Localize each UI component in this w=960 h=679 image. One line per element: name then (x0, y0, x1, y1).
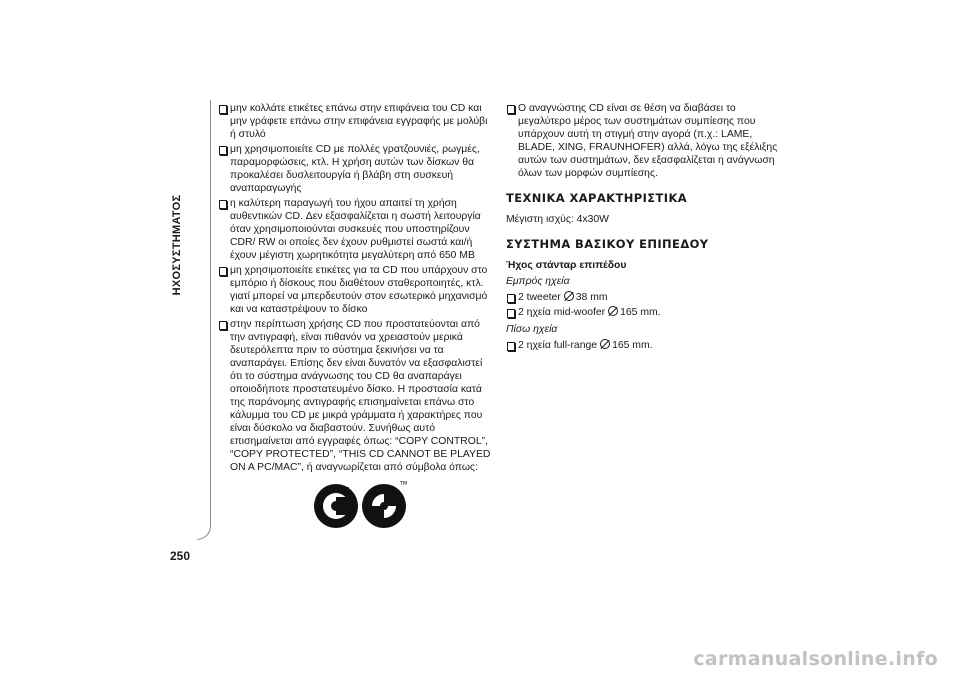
page-number: 250 (170, 549, 191, 563)
speaker-size: 165 mm. (620, 307, 661, 318)
trademark-mark: TM (400, 481, 408, 487)
margin-rule (197, 100, 211, 540)
diameter-icon (600, 339, 610, 349)
speaker-count: 2 tweeter (518, 292, 561, 303)
list-item: η καλύτερη παραγωγή του ήχου απαιτεί τη χρήση αυθεντικών CD. Δεν εξασφαλίζεται η σωστή λειτουργία όταν χρησιμοποιούνται συσκευές που υποστηρίζουν CDR/ RW οι οποίες δεν έχουν ρυθμιστεί σωστά και/ή έχουν μέγιστη χωρητικότητα μεγαλύτερη από 650 MB (218, 197, 494, 262)
copy-protection-logos (312, 480, 412, 530)
speaker-size: 38 mm (575, 292, 608, 303)
speaker-size: 165 mm. (612, 340, 653, 351)
list-item (506, 339, 788, 352)
copy-protection-icon (312, 480, 412, 530)
diameter-icon (608, 306, 618, 316)
list-item: μην κολλάτε ετικέτες επάνω στην επιφάνεια του CD και μην γράφετε επάνω στην επιφάνεια εγγραφής με μολύβι ή στυλό (218, 102, 494, 141)
list-item: μη χρησιμοποιείτε CD με πολλές γρατζουνιές, ρωγμές, παραμορφώσεις, κτλ. Η χρήση αυτών των δίσκων θα προκαλέσει δυσλειτουργία ή βλάβη στη συσκευή αναπαραγωγής (218, 143, 494, 195)
diameter-icon (564, 291, 574, 301)
list-item: στην περίπτωση χρήσης CD που προστατεύονται από την αντιγραφή, είναι πιθανόν να χρειαστούν μερικά δευτερόλεπτα πριν το σύστημα ξεκινήσει να τα αναπαράγει. Επίσης δεν είναι δυνατόν να εξασφαλιστεί ότι το σύστημα ανάγνωσης του CD θα αναπαράγει οποιοδήποτε προστατευμένο δίσκο. Η προστασία κατά της παράνομης αντιγραφής επισημαίνεται επάνω στο κάλυμμα του CD με μικρά γράμματα ή χαρακτήρες που είναι δύσκολο να διαβαστούν. Συνήθως αυτό επισημαίνεται από εγγραφές όπως: “COPY CONTROL”, “COPY PROTECTED”, “THIS CD CANNOT BE PLAYED ON A PC/MAC”, ή αναγνωρίζεται από σύμβολα όπως: (218, 318, 494, 474)
list-item (506, 291, 788, 304)
list-item (506, 306, 788, 319)
speaker-count: 2 ηχεία mid-woofer (518, 307, 606, 318)
left-column (218, 102, 494, 476)
speaker-count: 2 ηχεία full-range (518, 340, 598, 351)
section-side-label: ΗΧΟΣΥΣΤΗΜΑΤΟΣ (171, 194, 183, 296)
list-item: μη χρησιμοποιείτε ετικέτες για τα CD που υπάρχουν στο εμπόριο ή δίσκους που διαθέτουν σταθεροποιητές, κτλ. γιατί μπορεί να μπερδευτούν στον εσωτερικό μηχανισμό και να καταστρέψουν το δίσκο (218, 264, 494, 316)
tech-specs-heading: ΤΕΧΝΙΚΑ ΧΑΡΑΚΤΗΡΙΣΤΙΚΑ (506, 191, 688, 205)
trademark-mark: TM (342, 487, 350, 493)
basic-system-heading: ΣΥΣΤΗΜΑ ΒΑΣΙΚΟΥ ΕΠΙΠΕΔΟΥ (506, 237, 709, 251)
standard-sound-subheading: Ήχος στάνταρ επιπέδου (506, 260, 627, 271)
right-column (506, 102, 788, 354)
rear-speakers-label: Πίσω ηχεία (506, 324, 558, 335)
site-watermark: carmanualsonline.info (693, 648, 938, 670)
list-item: Ο αναγνώστης CD είναι σε θέση να διαβάσει το μεγαλύτερο μέρος των συστημάτων συμπίεσης που υπάρχουν αυτή τη στιγμή στην αγορά (π.χ.: LAME, BLADE, XING, FRAUNHOFER) αλλά, λόγω της εξέλιξης αυτών των συστημάτων, δεν εξασφαλίζεται η ανάγνωση όλων των μορφών συμπίεσης. (506, 102, 788, 180)
front-speakers-label: Εμπρός ηχεία (506, 276, 570, 287)
max-power-text: Μέγιστη ισχύς: 4x30W (506, 214, 609, 225)
